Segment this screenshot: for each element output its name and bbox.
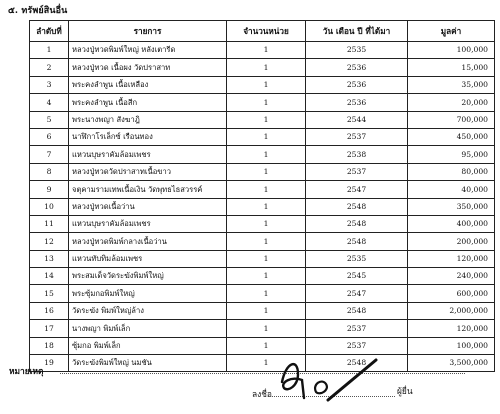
row-value: 20,000 xyxy=(408,94,495,111)
table-row xyxy=(30,146,495,163)
row-item: นางพญา พิมพ์เล็ก xyxy=(69,320,227,337)
row-number: 2 xyxy=(30,59,69,76)
row-date-acquired: 2544 xyxy=(306,111,408,128)
row-date-acquired: 2548 xyxy=(306,215,408,232)
table-row xyxy=(30,76,495,93)
row-item: แหวนบุษราคัมล้อมเพชร xyxy=(69,146,227,163)
row-number: 8 xyxy=(30,163,69,180)
table-row xyxy=(30,94,495,111)
row-item: หลวงปู่ทวดพิมพ์กลางเนื้อว่าน xyxy=(69,233,227,250)
table-row xyxy=(30,215,495,232)
row-value: 95,000 xyxy=(408,146,495,163)
row-value: 600,000 xyxy=(408,285,495,302)
row-date-acquired: 2537 xyxy=(306,128,408,145)
header-value: มูลค่า xyxy=(408,21,495,42)
row-value: 700,000 xyxy=(408,111,495,128)
signature-label: ลงชื่อ xyxy=(252,389,272,399)
row-date-acquired: 2535 xyxy=(306,250,408,267)
row-item: แหวนทับทิมล้อมเพชร xyxy=(69,250,227,267)
row-quantity: 1 xyxy=(227,198,306,215)
row-number: 17 xyxy=(30,320,69,337)
table-row xyxy=(30,320,495,337)
row-number: 13 xyxy=(30,250,69,267)
table-body xyxy=(30,42,495,372)
row-date-acquired: 2548 xyxy=(306,233,408,250)
row-number: 16 xyxy=(30,302,69,319)
row-number: 1 xyxy=(30,42,69,59)
submitter-label: ผู้ยื่น xyxy=(397,386,413,396)
header-qty: จำนวนหน่วย xyxy=(227,21,306,42)
table-row xyxy=(30,163,495,180)
row-number: 5 xyxy=(30,111,69,128)
remark-label: หมายเหตุ xyxy=(9,366,44,376)
table-row xyxy=(30,233,495,250)
row-quantity: 1 xyxy=(227,215,306,232)
row-number: 18 xyxy=(30,337,69,354)
row-quantity: 1 xyxy=(227,285,306,302)
table-row xyxy=(30,337,495,354)
assets-table xyxy=(29,20,495,372)
header-item: รายการ xyxy=(69,21,227,42)
row-quantity: 1 xyxy=(227,337,306,354)
row-date-acquired: 2537 xyxy=(306,320,408,337)
row-value: 80,000 xyxy=(408,163,495,180)
row-quantity: 1 xyxy=(227,163,306,180)
row-number: 7 xyxy=(30,146,69,163)
row-value: 40,000 xyxy=(408,181,495,198)
row-item: วัดระฆัง พิมพ์ใหญ่ล้าง xyxy=(69,302,227,319)
row-number: 14 xyxy=(30,268,69,285)
row-item: พระนางพญา สังฆาฎิ xyxy=(69,111,227,128)
table-row xyxy=(30,59,495,76)
table-row xyxy=(30,128,495,145)
row-item: วัดระฆังพิมพ์ใหญ่ นมชัน xyxy=(69,355,227,372)
row-item: หลวงปู่ทวดวัดปราสาทเนื้อขาว xyxy=(69,163,227,180)
table-row xyxy=(30,111,495,128)
row-quantity: 1 xyxy=(227,128,306,145)
row-quantity: 1 xyxy=(227,250,306,267)
row-quantity: 1 xyxy=(227,94,306,111)
row-number: 6 xyxy=(30,128,69,145)
row-number: 19 xyxy=(30,355,69,372)
row-date-acquired: 2535 xyxy=(306,42,408,59)
table-row xyxy=(30,42,495,59)
table-row xyxy=(30,302,495,319)
row-value: 15,000 xyxy=(408,59,495,76)
row-value: 100,000 xyxy=(408,337,495,354)
row-item: นาฬิกาโรเล็กซ์ เรือนทอง xyxy=(69,128,227,145)
row-number: 11 xyxy=(30,215,69,232)
row-quantity: 1 xyxy=(227,59,306,76)
row-date-acquired: 2547 xyxy=(306,285,408,302)
row-item: พระคงลำพูน เนื้อเหลือง xyxy=(69,76,227,93)
row-value: 400,000 xyxy=(408,215,495,232)
section-title: ๕. ทรัพย์สินอื่น xyxy=(8,6,68,16)
row-quantity: 1 xyxy=(227,320,306,337)
row-date-acquired: 2536 xyxy=(306,59,408,76)
row-number: 10 xyxy=(30,198,69,215)
row-quantity: 1 xyxy=(227,111,306,128)
row-item: พระคงลำพูน เนื้อสีก xyxy=(69,94,227,111)
header-date: วัน เดือน ปี ที่ได้มา xyxy=(306,21,408,42)
row-date-acquired: 2537 xyxy=(306,337,408,354)
row-quantity: 1 xyxy=(227,42,306,59)
row-quantity: 1 xyxy=(227,233,306,250)
row-number: 12 xyxy=(30,233,69,250)
row-value: 450,000 xyxy=(408,128,495,145)
row-value: 35,000 xyxy=(408,76,495,93)
row-item: พระสมเด็จวัดระฆังพิมพ์ใหญ่ xyxy=(69,268,227,285)
remark-dotted-line xyxy=(60,373,465,374)
handwritten-signature xyxy=(276,352,386,404)
row-value: 2,000,000 xyxy=(408,302,495,319)
row-date-acquired: 2536 xyxy=(306,76,408,93)
row-value: 240,000 xyxy=(408,268,495,285)
row-date-acquired: 2545 xyxy=(306,268,408,285)
row-date-acquired: 2536 xyxy=(306,94,408,111)
row-value: 120,000 xyxy=(408,250,495,267)
row-number: 4 xyxy=(30,94,69,111)
header-no: ลำดับที่ xyxy=(30,21,69,42)
table-row xyxy=(30,268,495,285)
row-item: แหวนบุษราคัมล้อมเพชร xyxy=(69,215,227,232)
row-item: จตุคามรามเทพเนื้อเงิน วัดพุทธไธสวรรค์ xyxy=(69,181,227,198)
row-item: หลวงปู่ทวดพิมพ์ใหญ่ หลังเตารีด xyxy=(69,42,227,59)
row-quantity: 1 xyxy=(227,268,306,285)
row-quantity: 1 xyxy=(227,76,306,93)
row-quantity: 1 xyxy=(227,302,306,319)
row-number: 15 xyxy=(30,285,69,302)
row-item: หลวงปู่ทวด เนื้อผง วัดปราสาท xyxy=(69,59,227,76)
row-item: ซุ้มกอ พิมพ์เล็ก xyxy=(69,337,227,354)
row-date-acquired: 2538 xyxy=(306,146,408,163)
row-number: 3 xyxy=(30,76,69,93)
row-value: 200,000 xyxy=(408,233,495,250)
table-row xyxy=(30,198,495,215)
row-quantity: 1 xyxy=(227,355,306,372)
row-date-acquired: 2548 xyxy=(306,302,408,319)
row-quantity: 1 xyxy=(227,146,306,163)
row-number: 9 xyxy=(30,181,69,198)
row-value: 350,000 xyxy=(408,198,495,215)
row-date-acquired: 2547 xyxy=(306,181,408,198)
row-item: พระซุ้มกอพิมพ์ใหญ่ xyxy=(69,285,227,302)
table-header-row xyxy=(30,21,495,42)
row-date-acquired: 2548 xyxy=(306,198,408,215)
table-row xyxy=(30,285,495,302)
row-date-acquired: 2537 xyxy=(306,163,408,180)
row-value: 100,000 xyxy=(408,42,495,59)
table-row xyxy=(30,181,495,198)
row-value: 3,500,000 xyxy=(408,355,495,372)
row-value: 120,000 xyxy=(408,320,495,337)
row-quantity: 1 xyxy=(227,181,306,198)
row-item: หลวงปู่ทวดเนื้อว่าน xyxy=(69,198,227,215)
table-row xyxy=(30,250,495,267)
table-row xyxy=(30,355,495,372)
row-date-acquired: 2548 xyxy=(306,355,408,372)
